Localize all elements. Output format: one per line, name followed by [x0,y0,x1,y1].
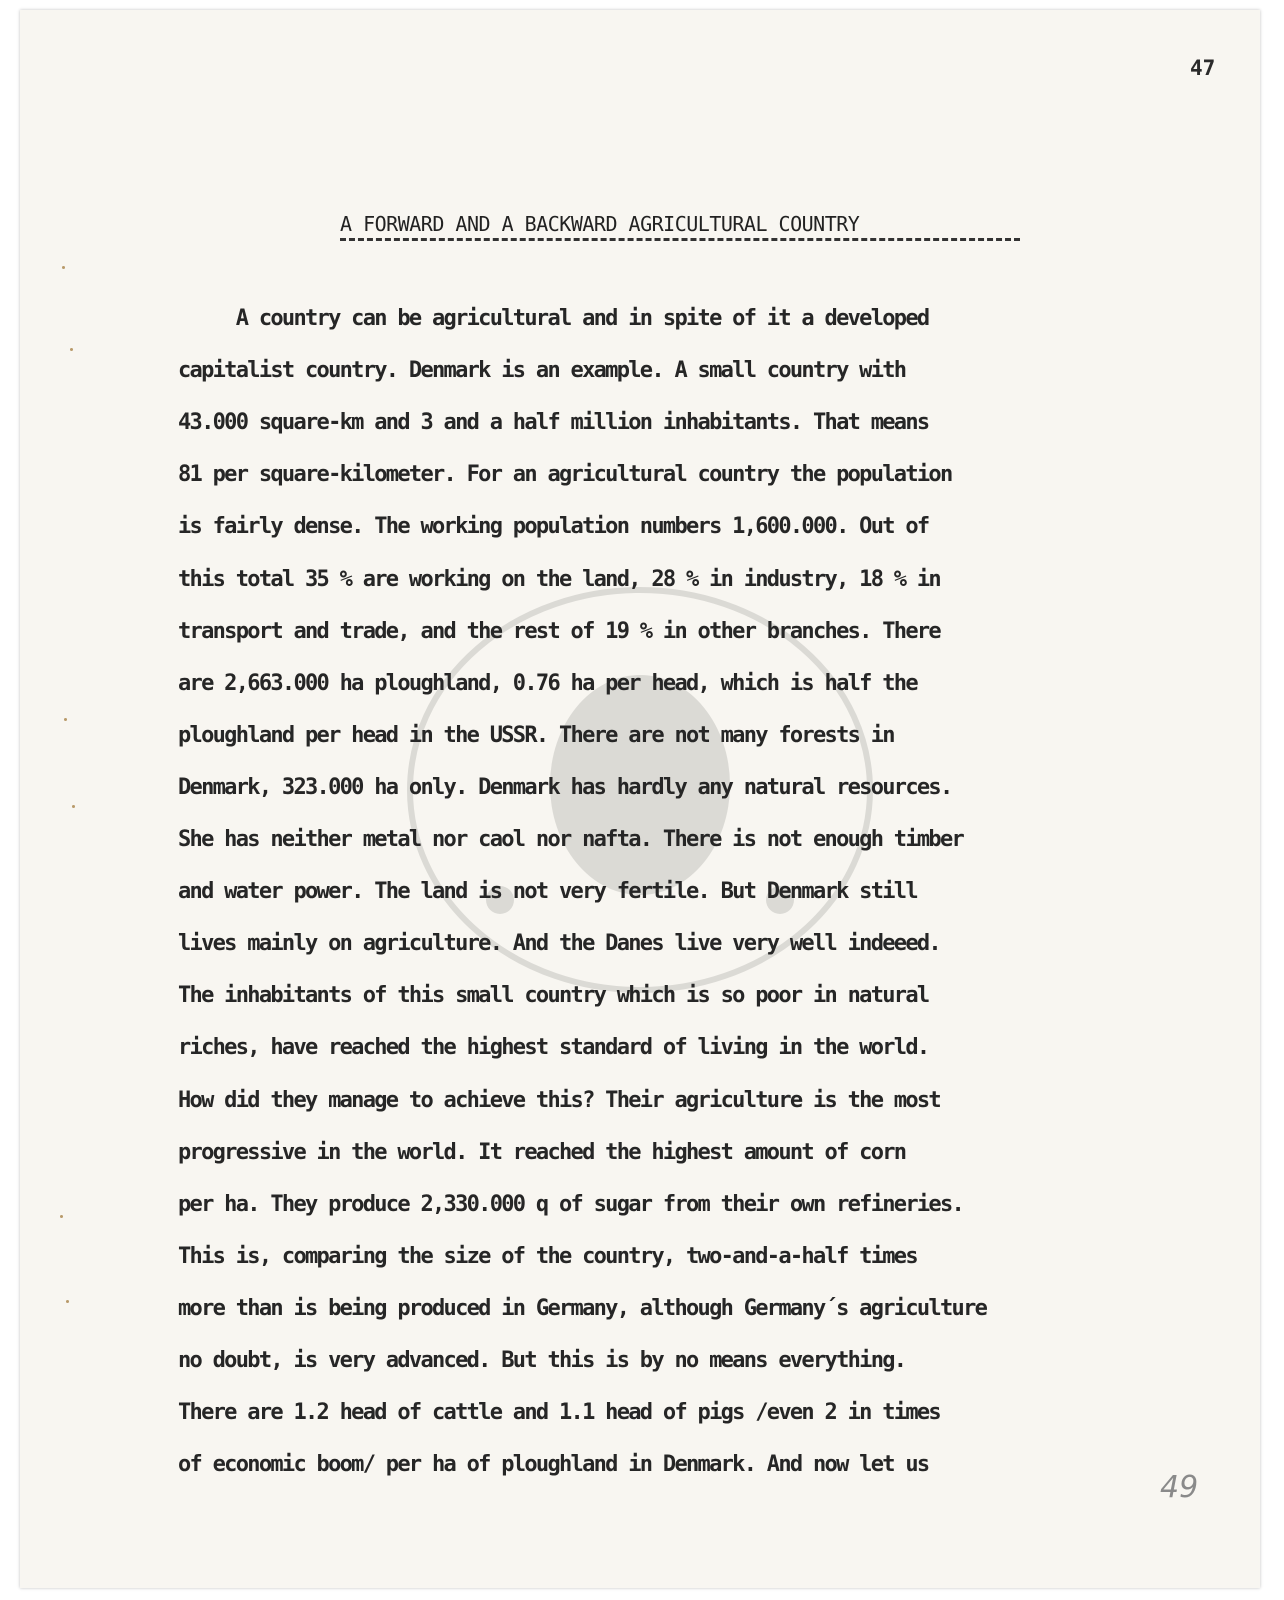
text-line: is fairly dense. The working population numbers 1,600.000. Out of [178,514,929,540]
text-line: of economic boom/ per ha of ploughland in Denmark. And now let us [178,1452,929,1478]
text-line: and water power. The land is not very fertile. But Denmark still [178,879,917,905]
text-line: this total 35 % are working on the land, 28 % in industry, 18 % in [178,566,940,592]
text-line: are 2,663.000 ha ploughland, 0.76 ha per head, which is half the [178,670,917,696]
text-line: per ha. They produce 2,330.000 q of sugar from their own refineries. [178,1191,964,1217]
paper-speck [62,266,65,269]
text-line: riches, have reached the highest standard of living in the world. [178,1035,929,1061]
text-line: 43.000 square-km and 3 and a half million inhabitants. That means [178,410,929,436]
text-line: She has neither metal nor caol nor nafta. There is not enough timber [178,827,964,852]
text-line: progressive in the world. It reached the highest amount of corn [178,1139,906,1165]
document-page [20,10,1260,1588]
page-number: 47 [1190,56,1216,80]
page-title: A FORWARD AND A BACKWARD AGRICULTURAL COUNTRY [340,212,860,236]
title-underline [340,238,1020,241]
text-line: more than is being produced in Germany, although Germany´s agriculture [178,1295,987,1321]
text-line: How did they manage to achieve this? Their agriculture is the most [178,1087,940,1113]
paper-speck [64,718,67,721]
text-line: transport and trade, and the rest of 19 % in other branches. There [178,618,940,644]
paper-speck [66,1300,69,1303]
text-line: no doubt, is very advanced. But this is by no means everything. [178,1348,906,1373]
text-line: lives mainly on agriculture. And the Danes live very well indeeed. [178,931,940,957]
text-line: There are 1.2 head of cattle and 1.1 head of pigs /even 2 in times [178,1400,940,1426]
text-line: ploughland per head in the USSR. There are not many forests in [178,722,894,748]
text-line: The inhabitants of this small country which is so poor in natural [178,983,929,1009]
text-line: A country can be agricultural and in spite of it a developed [178,306,929,331]
paper-speck [70,348,73,351]
paper-speck [72,805,75,808]
text-line: capitalist country. Denmark is an example. A small country with [178,358,906,384]
handwritten-page-number: 49 [1160,1470,1199,1505]
text-line: 81 per square-kilometer. For an agricultural country the population [178,462,952,488]
text-line: This is, comparing the size of the country, two-and-a-half times [178,1243,917,1269]
text-line: Denmark, 323.000 ha only. Denmark has hardly any natural resources. [178,774,952,800]
paper-speck [60,1215,63,1218]
